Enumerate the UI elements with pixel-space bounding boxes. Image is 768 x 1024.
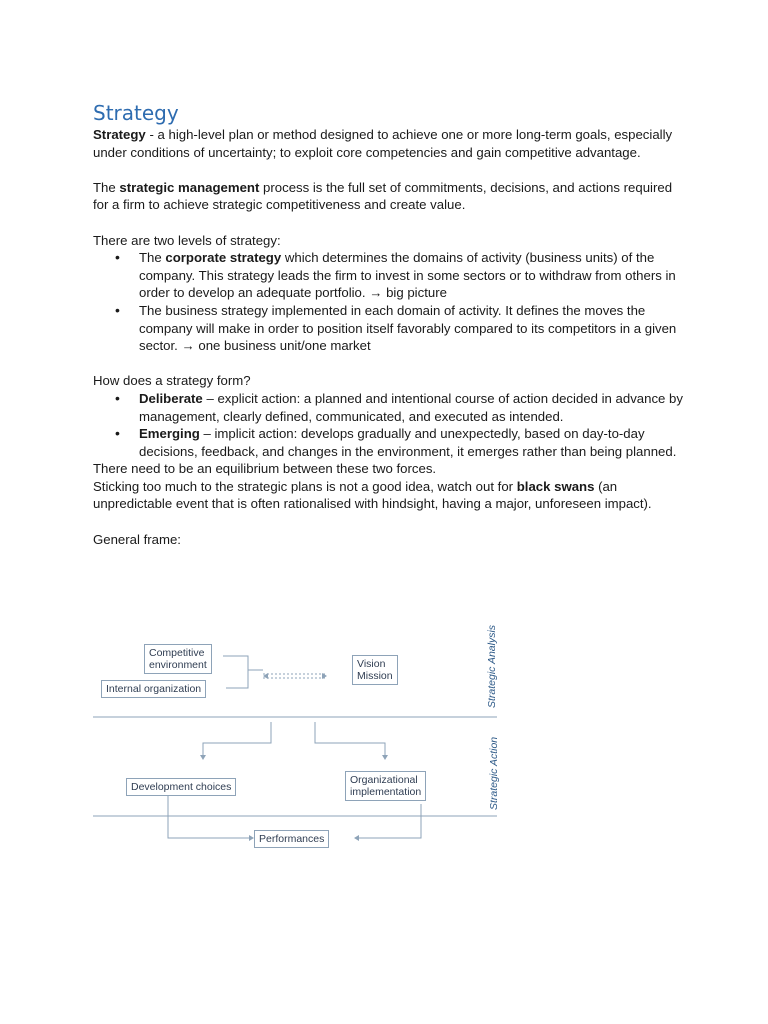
black-swans-paragraph [93,478,683,513]
label-strategic-analysis: Strategic Analysis [486,624,498,708]
term-emerging: Emerging [139,426,200,442]
management-post: process is the full set of commitments, decisions, and actions required for a firm to achieve strategic competitiveness and create value. [93,179,673,213]
levels-list [93,249,683,355]
box-organizational-implementation: Organizational implementation [345,771,426,801]
frame-label: General frame: [93,531,181,547]
connector-line [226,670,248,688]
equilibrium-text: There need to be an equilibrium between these two forces. [93,461,437,477]
swans-post: (an unpredictable event that is often rationalised with hindsight, having a major, unforeseen impact). [93,478,652,512]
connector-line [203,722,271,758]
term-strategy: Strategy [93,127,146,142]
box-performances: Performances [254,830,329,848]
arrowhead-icon [200,755,206,760]
management-paragraph [93,179,683,214]
definition-text: - a high-level plan or method designed to achieve one or more long-term goals, especially under conditions of uncertainty; to exploit core competencies and gain competitive advantage. [93,127,673,160]
management-pre: The [93,179,120,195]
item-pre: The [139,250,166,266]
item-text: – implicit action: develops gradually and unexpectedly, based on day-to-day decisions, feedback, and changes in the environment, it emerges rather than being planned. [139,426,677,459]
strategy-definition [93,126,683,161]
arrow-icon: → [181,338,195,354]
term-corporate-strategy: corporate strategy [165,250,282,266]
arrowhead-icon [382,755,388,760]
connector-line [315,722,385,758]
box-development-choices: Development choices [126,778,236,796]
item-text: The business strategy implemented in each domain of activity. It defines the moves the company will make in order to position itself favorably compared to its competitors in a given sector. [139,302,677,354]
document-page [93,100,683,548]
term-strategic-management: strategic management [119,179,260,195]
list-item [93,390,683,425]
box-competitive-environment: Competitive environment [144,644,212,674]
item-text: – explicit action: a planned and intentional course of action decided in advance by management, clearly defined, communicated, and executed as intended. [139,390,683,424]
box-internal-organization: Internal organization [101,680,206,698]
levels-intro: There are two levels of strategy: [93,232,281,248]
box-vision-mission: Vision Mission [352,655,398,685]
arrowhead-icon [354,835,359,841]
term-deliberate: Deliberate [139,390,203,406]
general-frame-diagram [93,608,513,858]
connector-line [168,792,253,838]
page-title: Strategy [93,101,179,125]
item-text: which determines the domains of activity (business units) of the company. This strategy leads the firm to invest in some sectors or to withdraw from others in order to develop an adequate portfolio. [139,250,676,301]
list-item [93,425,683,460]
list-item [93,249,683,302]
connector-line [223,656,263,670]
connector-line [355,804,421,838]
item-tail: one business unit/one market [194,338,371,354]
formation-list [93,390,683,460]
term-black-swans: black swans [516,478,595,494]
arrow-icon: → [369,285,383,301]
list-item [93,302,683,355]
label-strategic-action: Strategic Action [488,736,500,810]
item-tail: big picture [382,285,447,301]
formation-intro: How does a strategy form? [93,373,251,389]
swans-pre: Sticking too much to the strategic plans is not a good idea, watch out for [93,478,517,494]
